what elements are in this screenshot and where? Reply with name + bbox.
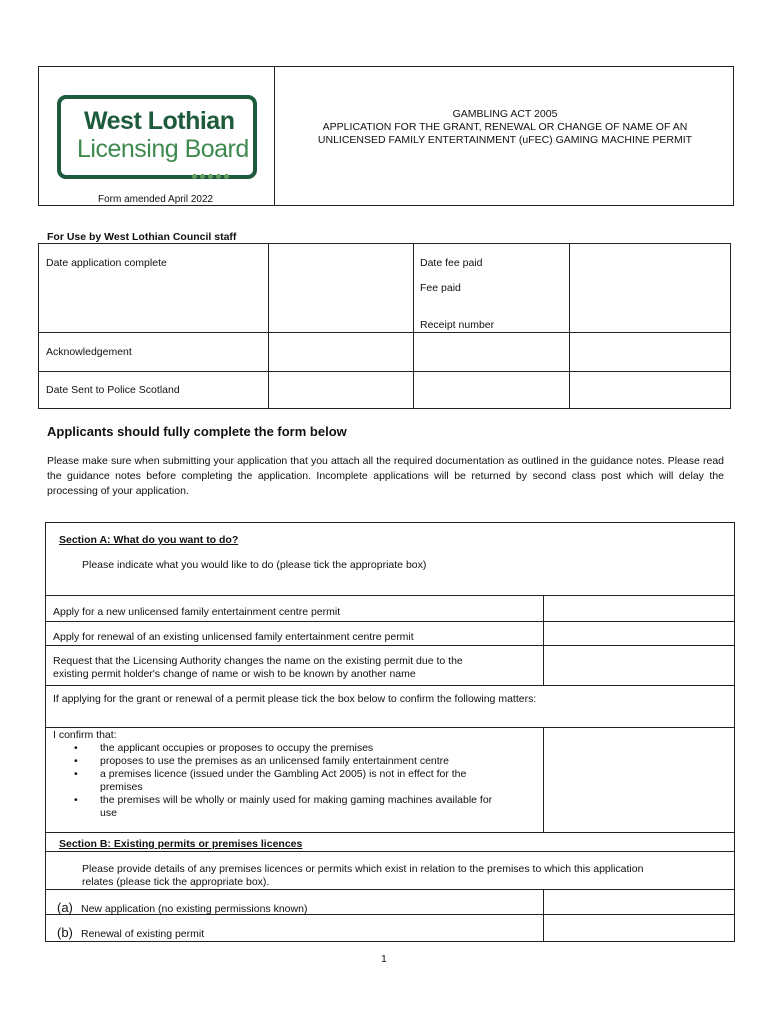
form-title [275, 108, 735, 147]
section-a-prompt: Please indicate what you would like to do (please tick the appropriate box) [82, 559, 427, 571]
section-b-prompt-line2: relates (please tick the appropriate box). [82, 876, 270, 888]
option-a-checkbox[interactable] [545, 891, 733, 913]
option-a-letter: (a) [57, 900, 73, 915]
date-application-complete-label: Date application complete [46, 257, 167, 269]
logo-dot [200, 174, 205, 179]
confirm-bullet-text: proposes to use the premises as an unlicensed family entertainment centre [100, 755, 450, 767]
logo-dot [224, 174, 229, 179]
logo-dot [208, 174, 213, 179]
confirm-tick-divider [543, 727, 544, 832]
date-fee-paid-field[interactable] [571, 245, 729, 331]
logo-dot [216, 174, 221, 179]
section-b-row-divider [45, 914, 735, 915]
option-b-letter: (b) [57, 925, 73, 940]
section-divider [45, 832, 735, 833]
confirm-intro: I confirm that: [53, 729, 117, 741]
instructions-heading: Applicants should fully complete the form below [47, 424, 347, 439]
confirm-bullet-text: a premises licence (issued under the Gambling Act 2005) is not in effect for the [100, 768, 467, 780]
option-a-label: New application (no existing permissions known) [81, 903, 308, 915]
section-a-row-divider [45, 645, 735, 646]
staff-heading: For Use by West Lothian Council staff [47, 231, 237, 243]
confirm-bullet-text: use [100, 807, 117, 819]
fee-paid-label: Fee paid [420, 282, 461, 294]
bullet-dot: • [74, 742, 78, 754]
option-name-change-checkbox[interactable] [545, 647, 733, 684]
acknowledgement-field[interactable] [270, 334, 411, 370]
date-fee-paid-label: Date fee paid [420, 257, 483, 269]
page-number: 1 [381, 953, 387, 965]
instructions-body: Please make sure when submitting your application that you attach all the required documentation as outlined in the guidance notes. Please read the guidance notes before completing the application. Incomplete applications will be returned by second class post which will delay the processing of your application. [47, 455, 724, 497]
staff-row-divider [38, 332, 731, 333]
section-b-prompt-line1: Please provide details of any premises licences or permits which exist in relation to the premises to which this application [82, 863, 644, 875]
bullet-dot: • [74, 794, 78, 806]
confirm-bullet-text: premises [100, 781, 143, 793]
receipt-number-label: Receipt number [420, 319, 495, 331]
staff-col-divider [268, 243, 269, 409]
form-title-line2: APPLICATION FOR THE GRANT, RENEWAL OR CHANGE OF NAME OF AN [322, 121, 688, 133]
staff-col-divider [569, 243, 570, 409]
option-b-checkbox[interactable] [545, 916, 733, 940]
staff-row-divider [38, 371, 731, 372]
section-a-row-divider [45, 621, 735, 622]
option-renewal-checkbox[interactable] [545, 623, 733, 644]
confirm-note: If applying for the grant or renewal of a permit please tick the box below to confirm the following matters: [53, 693, 537, 705]
option-renewal-label: Apply for renewal of an existing unlicensed family entertainment centre permit [53, 631, 414, 643]
option-name-change-label-line2: existing permit holder's change of name or wish to be known by another name [53, 668, 416, 680]
form-title-line1: GAMBLING ACT 2005 [452, 108, 558, 120]
section-a-row-divider [45, 727, 735, 728]
section-b-row-divider [45, 851, 735, 852]
option-name-change-label-line1: Request that the Licensing Authority changes the name on the existing permit due to the [53, 655, 463, 667]
tick-column-divider [543, 595, 544, 685]
staff-col-divider [413, 243, 414, 409]
form-amended-date: Form amended April 2022 [98, 194, 214, 205]
section-a-row-divider [45, 595, 735, 596]
section-b-row-divider [45, 889, 735, 890]
confirm-bullet-text: the applicant occupies or proposes to occupy the premises [100, 742, 374, 754]
section-b-heading: Section B: Existing permits or premises licences [59, 838, 303, 850]
option-new-permit-checkbox[interactable] [545, 597, 733, 620]
logo-text-line1: West Lothian [84, 107, 235, 135]
logo-dot [192, 174, 197, 179]
option-b-label: Renewal of existing permit [81, 928, 205, 940]
date-application-complete-field[interactable] [270, 245, 411, 331]
bullet-dot: • [74, 768, 78, 780]
form-title-line3: UNLICENSED FAMILY ENTERTAINMENT (uFEC) GAMING MACHINE PERMIT [317, 134, 693, 146]
section-a-heading: Section A: What do you want to do? [59, 534, 239, 546]
logo-text-line2: Licensing Board [77, 135, 249, 163]
option-new-permit-label: Apply for a new unlicensed family entertainment centre permit [53, 606, 341, 618]
confirm-bullet-text: the premises will be wholly or mainly used for making gaming machines available for [100, 794, 493, 806]
bullet-dot: • [74, 755, 78, 767]
tick-column-divider [543, 889, 544, 942]
confirm-checkbox[interactable] [545, 729, 733, 831]
section-a-row-divider [45, 685, 735, 686]
date-sent-police-label: Date Sent to Police Scotland [46, 384, 180, 396]
date-sent-police-field[interactable] [270, 373, 411, 408]
acknowledgement-label: Acknowledgement [46, 346, 132, 358]
